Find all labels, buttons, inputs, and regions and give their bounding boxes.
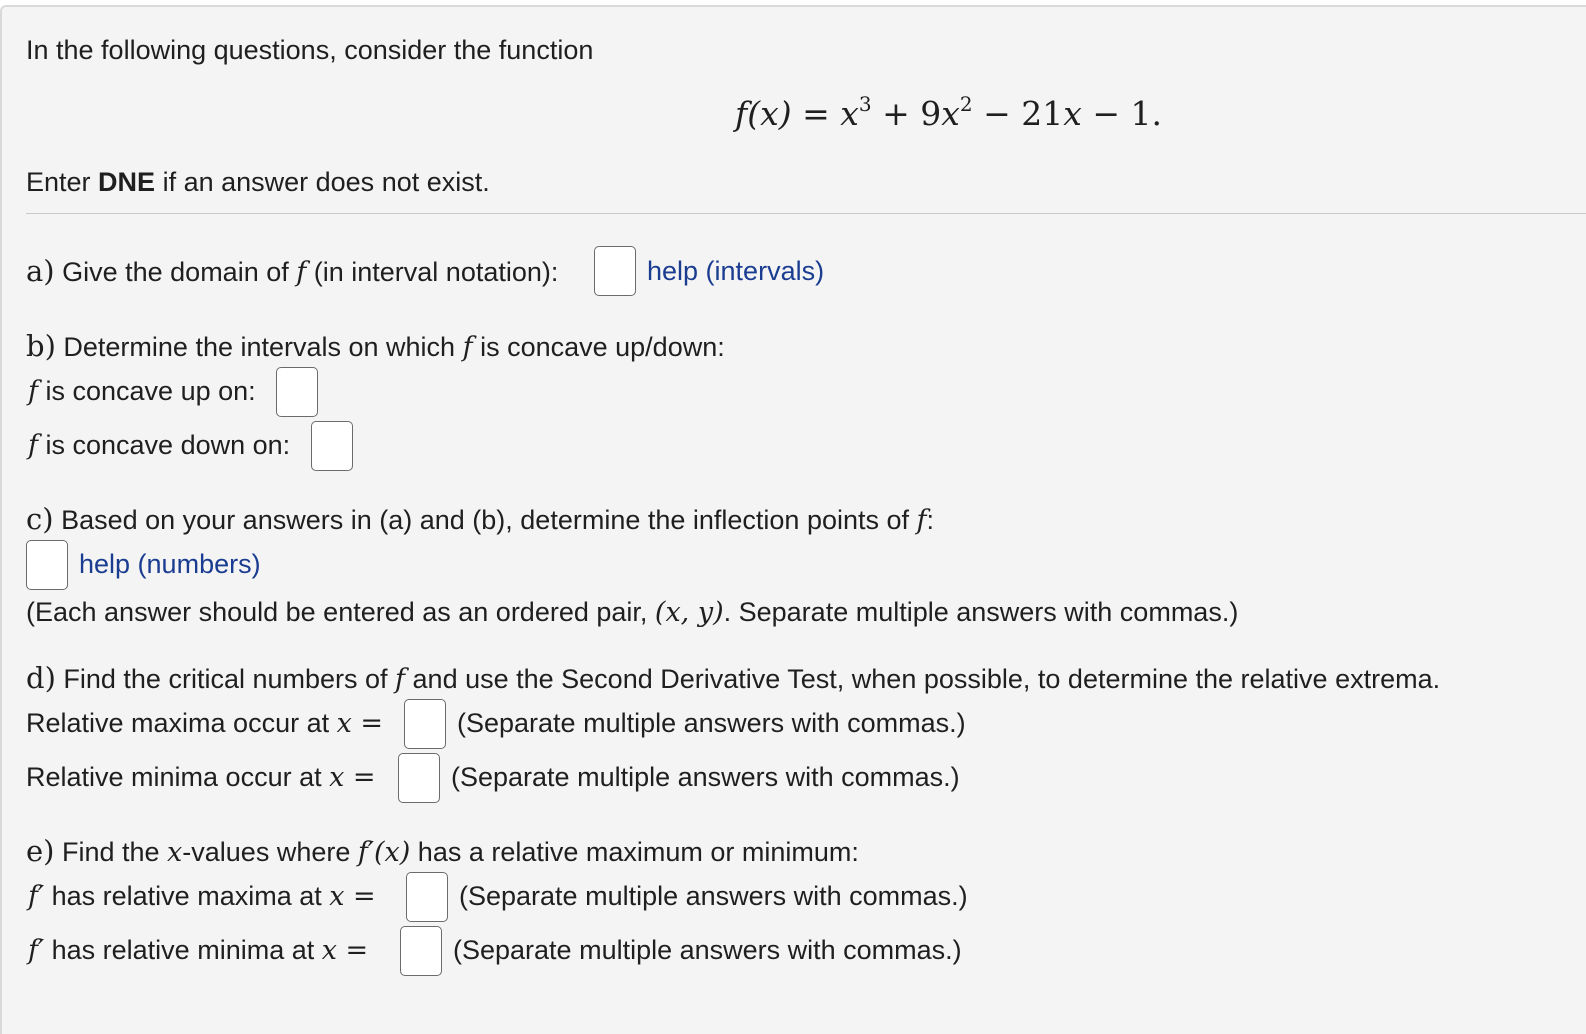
divider	[26, 213, 1586, 214]
help-intervals-link[interactable]: help (intervals)	[647, 256, 825, 286]
fprime-maxima-label: f′ has relative maxima at x =	[28, 881, 376, 912]
concave-down-label: f is concave down on:	[28, 430, 291, 461]
relative-maxima-input[interactable]	[404, 699, 446, 749]
part-a-question: a) Give the domain of f (in interval notation):	[26, 254, 559, 288]
maxima-separator-note: (Separate multiple answers with commas.)	[457, 708, 966, 738]
relative-minima-input[interactable]	[398, 753, 440, 803]
relative-maxima-label: Relative maxima occur at x =	[26, 708, 384, 739]
part-e-question: e) Find the x-values where f′(x) has a relative maximum or minimum:	[26, 834, 859, 868]
fprime-maxima-input[interactable]	[406, 872, 448, 922]
ordered-pair-note: (Each answer should be entered as an ordered pair, (x, y). Separate multiple answers with commas.)	[26, 597, 1239, 628]
fprime-minima-note: (Separate multiple answers with commas.)	[453, 935, 962, 965]
domain-answer-input[interactable]	[594, 246, 636, 296]
function-formula: $f(x) = x^3 + 9x^2 - 21x - 1$.	[735, 92, 1162, 133]
intro-text: In the following questions, consider the function	[26, 35, 594, 65]
relative-minima-label: Relative minima occur at x =	[26, 762, 376, 793]
minima-separator-note: (Separate multiple answers with commas.)	[451, 762, 960, 792]
inflection-points-input[interactable]	[26, 540, 68, 590]
part-d-question: d) Find the critical numbers of f and use the Second Derivative Test, when possible, to determine the relative extrema.	[26, 661, 1441, 695]
concave-up-label: f is concave up on:	[28, 376, 256, 407]
fprime-minima-label: f′ has relative minima at x =	[28, 935, 369, 966]
dne-instruction: Enter DNE if an answer does not exist.	[26, 167, 490, 197]
part-c-question: c) Based on your answers in (a) and (b), determine the inflection points of f:	[26, 502, 935, 536]
help-numbers-link[interactable]: help (numbers)	[79, 549, 261, 579]
concave-down-input[interactable]	[311, 421, 353, 471]
concave-up-input[interactable]	[276, 367, 318, 417]
part-b-question: b) Determine the intervals on which f is concave up/down:	[26, 329, 725, 363]
fprime-maxima-note: (Separate multiple answers with commas.)	[459, 881, 968, 911]
fprime-minima-input[interactable]	[400, 926, 442, 976]
